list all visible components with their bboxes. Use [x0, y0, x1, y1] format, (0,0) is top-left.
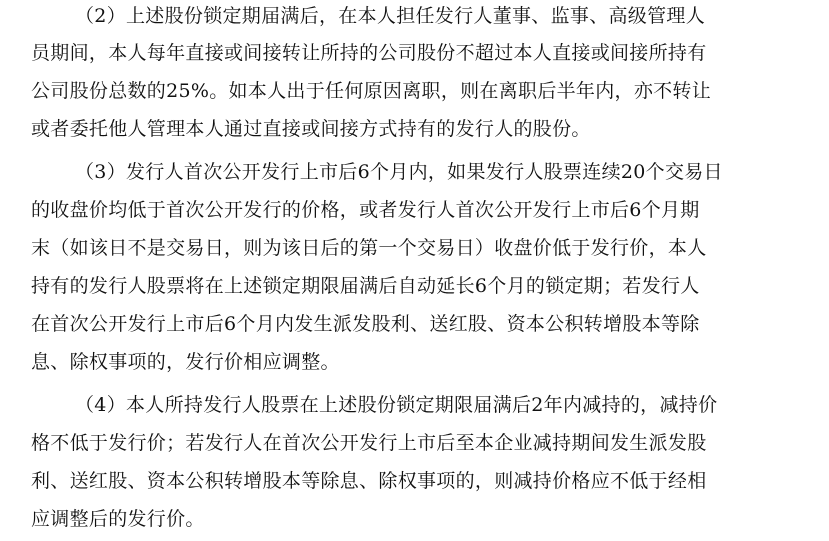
text-line: 的收盘价均低于首次公开发行的价格，或者发行人首次公开发行上市后6个月期 — [31, 199, 700, 221]
text-line: 持有的发行人股票将在上述锁定期限届满后自动延长6个月的锁定期；若发行人 — [31, 275, 700, 297]
text-line: 末（如该日不是交易日，则为该日后的第一个交易日）收盘价低于发行价，本人 — [31, 237, 707, 259]
text-line: 利、送红股、资本公积转增股本等除息、除权事项的，则减持价格应不低于经相 — [31, 470, 707, 492]
text-line: （3）发行人首次公开发行上市后6个月内，如果发行人股票连续20个交易日 — [75, 161, 723, 183]
text-line: （2）上述股份锁定期届满后，在本人担任发行人董事、监事、高级管理人 — [75, 5, 705, 27]
text-line: 或者委托他人管理本人通过直接或间接方式持有的发行人的股份。 — [31, 118, 591, 140]
text-line: 格不低于发行价；若发行人在首次公开发行上市后至本企业减持期间发生派发股 — [31, 432, 707, 454]
text-line: 应调整后的发行价。 — [31, 508, 205, 530]
text-line: （4）本人所持发行人股票在上述股份锁定期限届满后2年内减持的，减持价 — [75, 394, 718, 416]
text-line: 员期间，本人每年直接或间接转让所持的公司股份不超过本人直接或间接所持有 — [31, 42, 707, 64]
text-line: 在首次公开发行上市后6个月内发生派发股利、送红股、资本公积转增股本等除 — [31, 313, 700, 335]
text-line: 公司股份总数的25%。如本人出于任何原因离职，则在离职后半年内，亦不转让 — [31, 80, 712, 102]
text-line: 息、除权事项的，发行价相应调整。 — [31, 351, 340, 373]
